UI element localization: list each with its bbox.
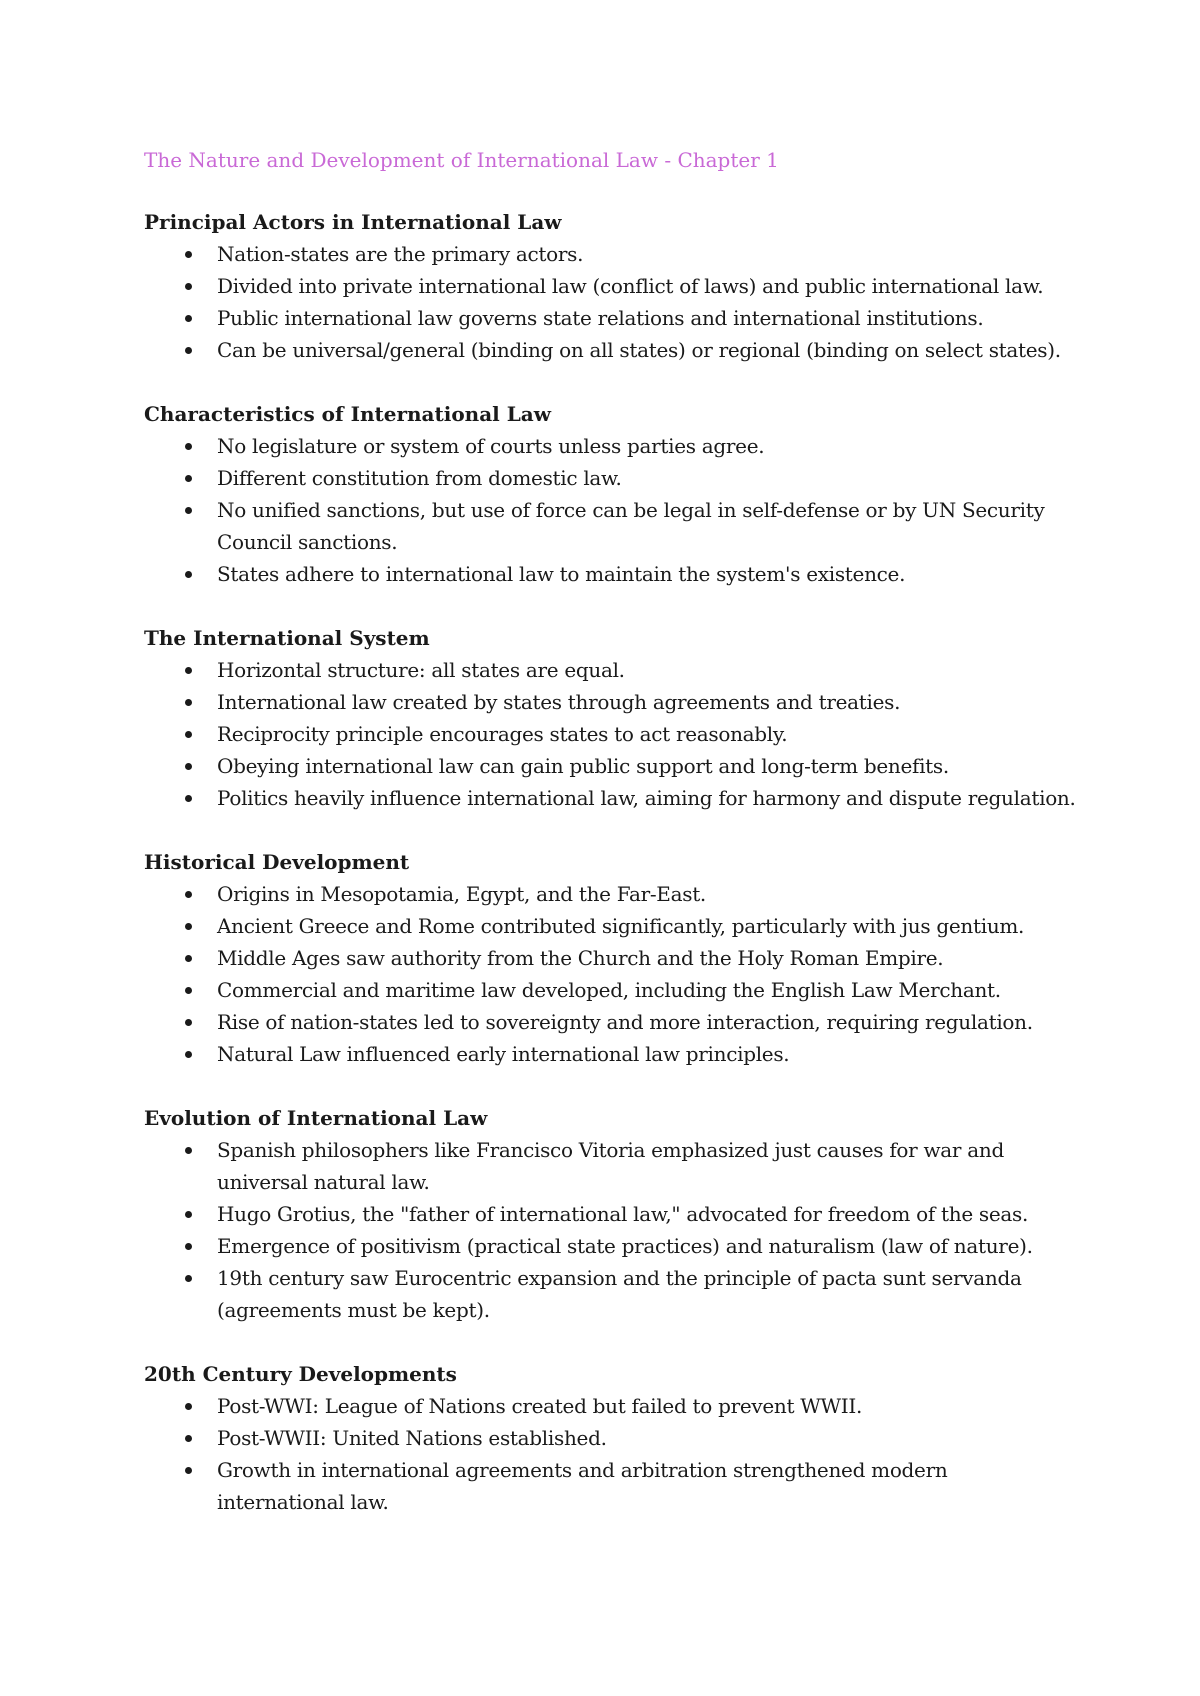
section — [144, 398, 1080, 590]
bullet-item — [217, 942, 1080, 974]
bullet-item — [217, 910, 1080, 942]
bullet-dot-icon — [185, 667, 192, 674]
section-heading: Historical Development — [144, 850, 410, 874]
bullet-text: Spanish philosophers like Francisco Vitoria emphasized just causes for war and universal natural law. — [217, 1138, 1004, 1194]
bullet-item — [217, 782, 1080, 814]
bullet-dot-icon — [185, 251, 192, 258]
bullet-dot-icon — [185, 1211, 192, 1218]
section — [144, 1358, 1080, 1518]
bullet-item — [217, 750, 1080, 782]
bullet-text: Public international law governs state relations and international institutions. — [217, 306, 984, 330]
bullet-dot-icon — [185, 795, 192, 802]
bullet-text: Emergence of positivism (practical state practices) and naturalism (law of nature). — [217, 1234, 1033, 1258]
bullet-item — [217, 558, 1080, 590]
bullet-item — [217, 1422, 1080, 1454]
bullet-item — [217, 1134, 1080, 1198]
bullet-item — [217, 878, 1080, 910]
bullet-list — [144, 878, 1080, 1070]
bullet-dot-icon — [185, 731, 192, 738]
bullet-item — [217, 494, 1080, 558]
bullet-item — [217, 1262, 1080, 1326]
section — [144, 846, 1080, 1070]
bullet-dot-icon — [185, 507, 192, 514]
bullet-item — [217, 238, 1080, 270]
bullet-item — [217, 1230, 1080, 1262]
bullet-dot-icon — [185, 1147, 192, 1154]
bullet-text: Obeying international law can gain public support and long-term benefits. — [217, 754, 949, 778]
bullet-text: Rise of nation-states led to sovereignty and more interaction, requiring regulation. — [217, 1010, 1033, 1034]
section-heading: Principal Actors in International Law — [144, 210, 562, 234]
bullet-item — [217, 718, 1080, 750]
bullet-text: Different constitution from domestic law. — [217, 466, 622, 490]
bullet-list — [144, 654, 1080, 814]
bullet-text: States adhere to international law to maintain the system's existence. — [217, 562, 906, 586]
bullet-dot-icon — [185, 1435, 192, 1442]
bullet-dot-icon — [185, 1243, 192, 1250]
bullet-text: Can be universal/general (binding on all states) or regional (binding on select states). — [217, 338, 1061, 362]
bullet-item — [217, 302, 1080, 334]
bullet-text: Origins in Mesopotamia, Egypt, and the Far-East. — [217, 882, 706, 906]
bullet-item — [217, 974, 1080, 1006]
bullet-text: Growth in international agreements and arbitration strengthened modern international law. — [217, 1458, 948, 1514]
bullet-item — [217, 1390, 1080, 1422]
bullet-dot-icon — [185, 571, 192, 578]
bullet-list — [144, 238, 1080, 366]
bullet-item — [217, 462, 1080, 494]
bullet-dot-icon — [185, 955, 192, 962]
bullet-dot-icon — [185, 923, 192, 930]
section — [144, 206, 1080, 366]
bullet-list — [144, 1134, 1080, 1326]
sections-container — [144, 206, 1080, 1518]
bullet-dot-icon — [185, 891, 192, 898]
bullet-text: Commercial and maritime law developed, including the English Law Merchant. — [217, 978, 1001, 1002]
bullet-item — [217, 1454, 1080, 1518]
bullet-dot-icon — [185, 347, 192, 354]
document-title: The Nature and Development of International Law - Chapter 1 — [144, 148, 779, 172]
bullet-dot-icon — [185, 315, 192, 322]
bullet-dot-icon — [185, 1403, 192, 1410]
section-heading: Evolution of International Law — [144, 1106, 488, 1130]
bullet-text: Post-WWII: United Nations established. — [217, 1426, 607, 1450]
section-heading: The International System — [144, 626, 430, 650]
bullet-dot-icon — [185, 1275, 192, 1282]
bullet-text: Reciprocity principle encourages states to act reasonably. — [217, 722, 788, 746]
section — [144, 1102, 1080, 1326]
bullet-item — [217, 1006, 1080, 1038]
bullet-text: Natural Law influenced early international law principles. — [217, 1042, 790, 1066]
section-heading: Characteristics of International Law — [144, 402, 551, 426]
bullet-text: Politics heavily influence international law, aiming for harmony and dispute regulation. — [217, 786, 1076, 810]
bullet-list — [144, 430, 1080, 590]
bullet-text: Hugo Grotius, the "father of international law," advocated for freedom of the seas. — [217, 1202, 1029, 1226]
bullet-text: 19th century saw Eurocentric expansion and the principle of pacta sunt servanda (agreements must be kept). — [217, 1266, 1022, 1322]
bullet-text: Nation-states are the primary actors. — [217, 242, 584, 266]
bullet-list — [144, 1390, 1080, 1518]
bullet-text: Middle Ages saw authority from the Church and the Holy Roman Empire. — [217, 946, 944, 970]
bullet-dot-icon — [185, 1051, 192, 1058]
bullet-text: Horizontal structure: all states are equal. — [217, 658, 625, 682]
section — [144, 622, 1080, 814]
bullet-dot-icon — [185, 443, 192, 450]
bullet-item — [217, 654, 1080, 686]
bullet-item — [217, 430, 1080, 462]
bullet-dot-icon — [185, 1019, 192, 1026]
bullet-text: No unified sanctions, but use of force can be legal in self-defense or by UN Security Council sanctions. — [217, 498, 1045, 554]
bullet-text: Divided into private international law (conflict of laws) and public international law. — [217, 274, 1044, 298]
bullet-dot-icon — [185, 987, 192, 994]
bullet-dot-icon — [185, 699, 192, 706]
bullet-item — [217, 1038, 1080, 1070]
bullet-text: Ancient Greece and Rome contributed significantly, particularly with jus gentium. — [217, 914, 1025, 938]
bullet-item — [217, 1198, 1080, 1230]
bullet-dot-icon — [185, 763, 192, 770]
bullet-dot-icon — [185, 283, 192, 290]
bullet-text: No legislature or system of courts unless parties agree. — [217, 434, 765, 458]
bullet-text: International law created by states through agreements and treaties. — [217, 690, 901, 714]
bullet-text: Post-WWI: League of Nations created but failed to prevent WWII. — [217, 1394, 863, 1418]
section-heading: 20th Century Developments — [144, 1362, 457, 1386]
bullet-item — [217, 334, 1080, 366]
bullet-item — [217, 270, 1080, 302]
bullet-dot-icon — [185, 1467, 192, 1474]
bullet-dot-icon — [185, 475, 192, 482]
bullet-item — [217, 686, 1080, 718]
